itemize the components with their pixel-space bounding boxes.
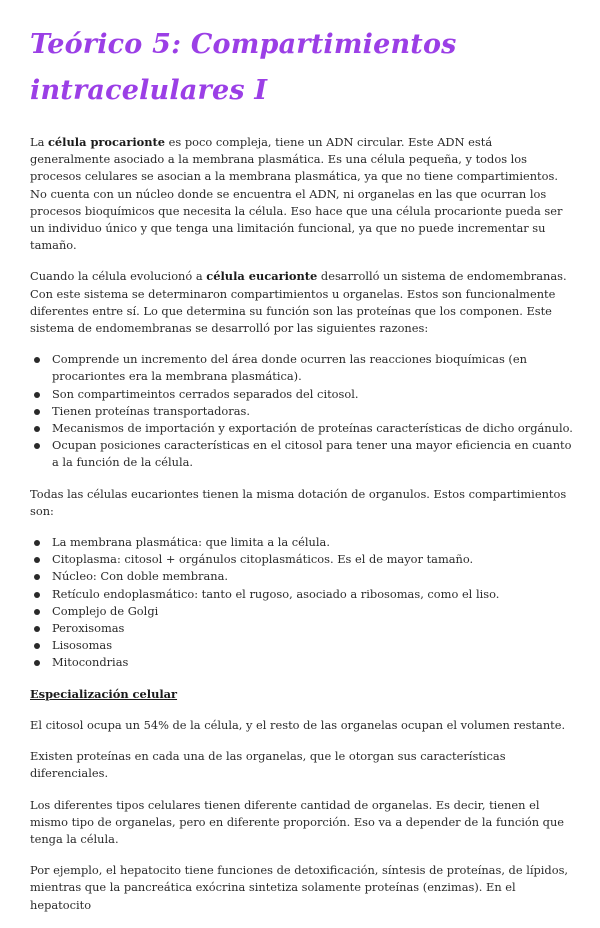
list-item: Ocupan posiciones características en el citosol para tener una mayor eficiencia en cuanto a la función de la célula. (30, 437, 575, 471)
list-item: Lisosomas (30, 637, 575, 654)
bullet-icon (34, 609, 40, 615)
list-item: Núcleo: Con doble membrana. (30, 568, 575, 585)
bullet-icon (34, 643, 40, 649)
section-heading: Especialización celular (30, 686, 178, 701)
list-item: La membrana plasmática: que limita a la célula. (30, 534, 575, 551)
list-item: Comprende un incremento del área donde ocurren las reacciones bioquímicas (en procariontes era la membrana plasmática). (30, 351, 575, 385)
bullet-icon (34, 626, 40, 632)
list-item: Mitocondrias (30, 654, 575, 671)
bullet-icon (34, 409, 40, 415)
reasons-list (30, 351, 575, 471)
compartments-list (30, 534, 575, 672)
paragraph-proteinas: Existen proteínas en cada una de las organelas, que le otorgan sus características diferenciales. (30, 749, 506, 781)
bullet-icon (34, 443, 40, 449)
list-item: Son compartimeintos cerrados separados del citosol. (30, 386, 575, 403)
page-title: Teórico 5: Compartimientos intracelulares I (30, 29, 457, 106)
paragraph-tipos-celulares: Los diferentes tipos celulares tienen diferente cantidad de organelas. Es decir, tienen el mismo tipo de organelas, pero en diferente proporción. Eso va a depender de la función que tenga la célula. (30, 797, 565, 846)
bullet-icon (34, 426, 40, 432)
bullet-icon (34, 357, 40, 363)
bullet-icon (34, 592, 40, 598)
bullet-icon (34, 660, 40, 666)
list-item: Peroxisomas (30, 620, 575, 637)
term-celula-eucarionte: célula eucarionte (206, 269, 318, 284)
bullet-icon (34, 392, 40, 398)
bullet-icon (34, 574, 40, 580)
bullet-icon (34, 540, 40, 546)
list-item: Citoplasma: citosol + orgánulos citoplasmáticos. Es el de mayor tamaño. (30, 551, 575, 568)
document-page (30, 22, 575, 928)
bullet-icon (34, 557, 40, 563)
list-item: Complejo de Golgi (30, 603, 575, 620)
paragraph-eucariota: Cuando la célula evolucionó a célula eucarionte desarrolló un sistema de endomembranas. Con este sistema se determinaron compartimientos u organelas. Estos son funcionalmente diferentes entre sí. Lo que determina su función son las proteínas que los componen. Este sistema de endomembranas se desarrolló por las siguientes razones: (30, 269, 567, 336)
paragraph-ejemplo-hepatocito: Por ejemplo, el hepatocito tiene funciones de detoxificación, síntesis de proteínas, de lípidos, mientras que la pancreática exócrina sintetiza solamente proteínas (enzimas). En el hepatocito (30, 863, 569, 912)
paragraph-citosol: El citosol ocupa un 54% de la célula, y el resto de las organelas ocupan el volumen restante. (30, 717, 566, 732)
list-item: Retículo endoplasmático: tanto el rugoso, asociado a ribosomas, como el liso. (30, 586, 575, 603)
list-item: Mecanismos de importación y exportación de proteínas características de dicho orgánulo. (30, 420, 575, 437)
paragraph-dotacion: Todas las células eucariontes tienen la misma dotación de organulos. Estos compartimientos son: (30, 486, 567, 518)
term-celula-procarionte: célula procarionte (47, 135, 166, 149)
list-item: Tienen proteínas transportadoras. (30, 403, 575, 420)
paragraph-procariota: La célula procarionte es poco compleja, tiene un ADN circular. Este ADN está generalmente asociado a la membrana plasmática. Es una célula pequeña, y todos los procesos celulares se asocian a la membrana plasmática, ya que no tiene compartimientos. No cuenta con un núcleo donde se encuentra el ADN, ni organelas en las que ocurran los procesos bioquímicos que necesita la célula. Eso hace que una célula procarionte pueda ser un individuo único y que tenga una limitación funcional, ya que no puede incrementar su tamaño. (30, 135, 563, 253)
